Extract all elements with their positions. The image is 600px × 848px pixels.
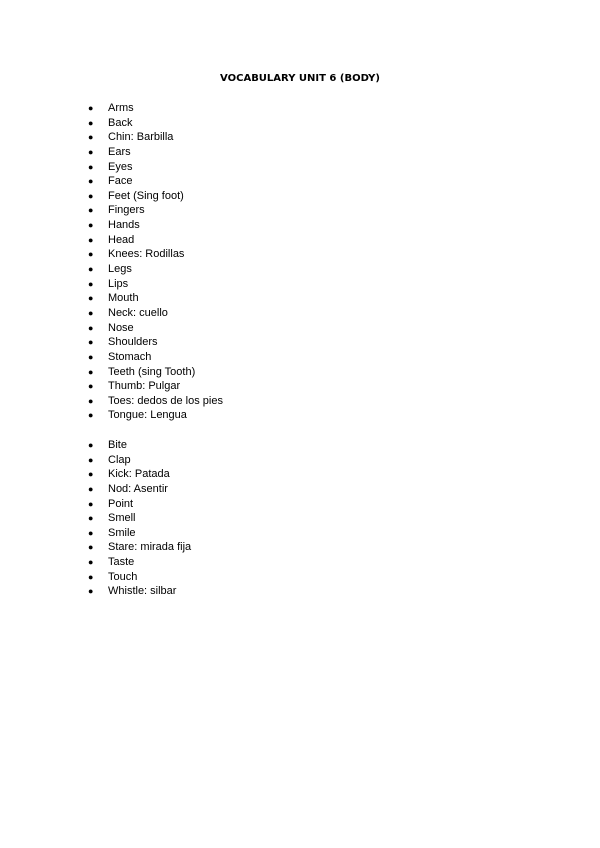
list-item-text: Teeth (sing Tooth) xyxy=(108,365,196,378)
list-item-text: Lips xyxy=(108,277,129,290)
list-item xyxy=(88,453,191,468)
bullet-icon: ● xyxy=(88,264,94,275)
list-item xyxy=(88,584,191,599)
list-item xyxy=(88,277,223,292)
list-item-text: Hands xyxy=(108,219,140,232)
list-item xyxy=(88,482,191,497)
list-item-text: Nose xyxy=(108,321,134,334)
list-item-text: Eyes xyxy=(108,160,133,173)
list-item-text: Tongue: Lengua xyxy=(108,409,187,422)
bullet-icon: ● xyxy=(88,498,94,509)
bullet-icon: ● xyxy=(88,132,94,143)
list-item xyxy=(88,321,223,336)
list-item xyxy=(88,306,223,321)
list-item-text: Legs xyxy=(108,263,132,276)
bullet-icon: ● xyxy=(88,337,94,348)
bullet-icon: ● xyxy=(88,381,94,392)
list-item-text: Knees: Rodillas xyxy=(108,248,185,261)
list-item xyxy=(88,145,223,160)
actions-list xyxy=(88,438,191,599)
page-title: VOCABULARY UNIT 6 (BODY) xyxy=(220,73,380,84)
bullet-icon: ● xyxy=(88,117,94,128)
list-item xyxy=(88,540,191,555)
list-item-text: Stare: mirada fija xyxy=(108,541,192,554)
bullet-icon: ● xyxy=(88,249,94,260)
list-item-text: Feet (Sing foot) xyxy=(108,189,184,202)
bullet-icon: ● xyxy=(88,161,94,172)
list-item xyxy=(88,555,191,570)
list-item xyxy=(88,262,223,277)
list-item-text: Bite xyxy=(108,439,127,451)
bullet-icon: ● xyxy=(88,278,94,289)
list-item xyxy=(88,291,223,306)
list-item xyxy=(88,101,223,116)
list-item-text: Shoulders xyxy=(108,336,158,349)
list-item-text: Clap xyxy=(108,453,131,466)
list-item xyxy=(88,350,223,365)
bullet-icon: ● xyxy=(88,395,94,406)
bullet-icon: ● xyxy=(88,176,94,187)
bullet-icon: ● xyxy=(88,190,94,201)
list-item xyxy=(88,116,223,131)
list-item xyxy=(88,189,223,204)
bullet-icon: ● xyxy=(88,483,94,494)
list-item-text: Thumb: Pulgar xyxy=(108,380,181,393)
list-item-text: Smell xyxy=(108,512,136,525)
list-item-text: Toes: dedos de los pies xyxy=(108,394,223,407)
bullet-icon: ● xyxy=(88,527,94,538)
list-item xyxy=(88,130,223,145)
bullet-icon: ● xyxy=(88,586,94,597)
bullet-icon: ● xyxy=(88,322,94,333)
list-item xyxy=(88,365,223,380)
list-item-text: Head xyxy=(108,233,135,246)
bullet-icon: ● xyxy=(88,307,94,318)
bullet-icon: ● xyxy=(88,351,94,362)
bullet-icon: ● xyxy=(88,542,94,553)
list-item-text: Chin: Barbilla xyxy=(108,131,174,144)
bullet-icon: ● xyxy=(88,410,94,421)
list-item xyxy=(88,467,191,482)
list-item-text: Face xyxy=(108,175,133,188)
list-item xyxy=(88,233,223,248)
list-item-text: Neck: cuello xyxy=(108,306,168,319)
list-item-text: Whistle: silbar xyxy=(108,585,177,598)
list-item xyxy=(88,511,191,526)
list-item xyxy=(88,203,223,218)
list-item xyxy=(88,408,223,423)
list-item-text: Taste xyxy=(108,556,135,569)
bullet-icon: ● xyxy=(88,557,94,568)
bullet-icon: ● xyxy=(88,513,94,524)
bullet-icon: ● xyxy=(88,571,94,582)
bullet-icon: ● xyxy=(88,220,94,231)
bullet-icon: ● xyxy=(88,366,94,377)
bullet-icon: ● xyxy=(88,205,94,216)
list-item xyxy=(88,497,191,512)
list-item xyxy=(88,174,223,189)
list-item-text: Mouth xyxy=(108,292,139,305)
list-item xyxy=(88,247,223,262)
bullet-icon: ● xyxy=(88,469,94,480)
list-item-text: Stomach xyxy=(108,350,152,363)
list-item-text: Fingers xyxy=(108,204,145,217)
bullet-icon: ● xyxy=(88,454,94,465)
bullet-icon: ● xyxy=(88,103,94,113)
list-item-text: Back xyxy=(108,116,133,129)
bullet-icon: ● xyxy=(88,234,94,245)
list-item xyxy=(88,379,223,394)
list-item xyxy=(88,394,223,409)
list-item-text: Smile xyxy=(108,526,136,539)
list-item-text: Arms xyxy=(108,102,134,114)
bullet-icon: ● xyxy=(88,293,94,304)
list-item xyxy=(88,335,223,350)
list-item xyxy=(88,526,191,541)
list-item-text: Ears xyxy=(108,145,131,158)
list-item-text: Kick: Patada xyxy=(108,468,170,481)
list-item xyxy=(88,570,191,585)
list-item-text: Point xyxy=(108,497,134,510)
bullet-icon: ● xyxy=(88,146,94,157)
list-item xyxy=(88,438,191,453)
list-item xyxy=(88,218,223,233)
list-item-text: Touch xyxy=(108,570,138,583)
bullet-icon: ● xyxy=(88,440,94,450)
list-item xyxy=(88,160,223,175)
list-item-text: Nod: Asentir xyxy=(108,482,168,495)
body-parts-list xyxy=(88,101,223,423)
